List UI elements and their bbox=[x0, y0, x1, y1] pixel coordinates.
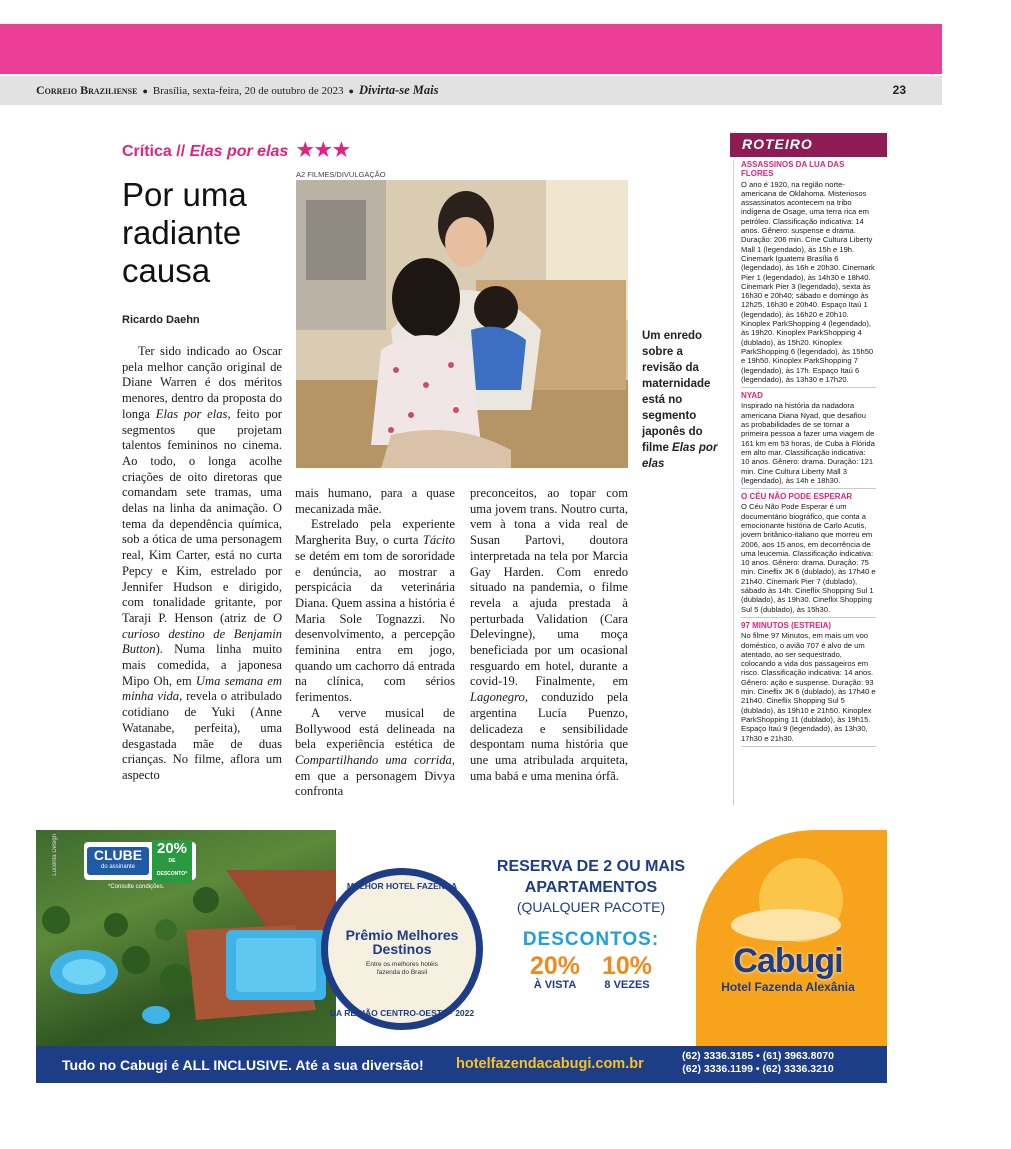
seal-bottom-text: DA REGIÃO CENTRO-OESTE · 2022 bbox=[329, 1008, 475, 1018]
discount-label: DE DESCONTO* bbox=[156, 857, 188, 877]
dateline: Brasília, sexta-feira, 20 de outubro de 2023 bbox=[152, 84, 344, 97]
listing-title: NYAD bbox=[741, 391, 763, 401]
text-run: , em que a personagem Divya confronta bbox=[295, 752, 455, 799]
caption-text: Um enredo sobre a revisão da maternidade está no segmento japonês do filme bbox=[642, 330, 711, 454]
advertisement[interactable] bbox=[36, 830, 887, 1083]
article-photo bbox=[296, 180, 628, 468]
newspaper-name: Correio Braziliense bbox=[36, 83, 138, 97]
text-run: se detém em tom de sororidade e denúncia, ao mostrar a perspicácia da veterinária Diana. Quem assina a história é Maria Sole Tognazzi. No desenvolvimento, a percepção feminina entra em jogo, quando um cachorro dá entrada na clínica, com sérios ferimentos. bbox=[295, 548, 455, 705]
photo-caption bbox=[642, 328, 724, 472]
byline: Ricardo Daehn bbox=[122, 314, 200, 326]
conditions-note: *Consulte condições. bbox=[108, 884, 165, 890]
agency-credit: Lucenta Design bbox=[52, 834, 58, 876]
film-title: O curioso destino de Benjamin Button bbox=[122, 610, 282, 657]
listing-text: No filme 97 Minutos, em mais um voo doméstico, o avião 707 é alvo de um atentado, ao ser sequestrado, colocando a vida dos passageiros em risco. Classificação indicativa: 14 anos. Gênero: ação e suspense. Duração: 93 min. Cineflix JK 6 (dublado), às 17h40 e 21h40. Cineflix Shopping Sul 5 (dublado), às 19h10 e 21h50. Kinoplex ParkShopping 11 (dublado), às 19h15. Espaço Itaú 9 (legendado), às 13h30, 17h30 e 21h30. bbox=[741, 631, 876, 743]
article-column-3 bbox=[470, 486, 628, 784]
ad-phone-numbers bbox=[682, 1050, 834, 1076]
ad-tagline: Tudo no Cabugi é ALL INCLUSIVE. Até a sua diversão! bbox=[62, 1056, 424, 1073]
discount-condition: 8 VEZES bbox=[604, 979, 650, 991]
offer-block bbox=[496, 856, 686, 991]
offer-title: RESERVA DE 2 OU MAIS APARTAMENTOS bbox=[496, 858, 686, 896]
discount-percent: 10% bbox=[602, 952, 653, 980]
text-run: , revela o atribulado cotidiano de Yuki (Anne Watanabe, perfeita), uma desgastada mãe de duas crianças. No filme, aflora um aspecto bbox=[122, 689, 282, 782]
listing-item bbox=[741, 621, 876, 747]
text-run: A verve musical de Bollywood está delineada na bela experiência estética de bbox=[295, 705, 455, 752]
section-name: Divirta-se Mais bbox=[358, 83, 439, 97]
roteiro-title: ROTEIRO bbox=[730, 133, 887, 157]
brand-name: Cabugi bbox=[733, 942, 843, 980]
separator-dot: ● bbox=[348, 85, 354, 96]
kicker-title: Elas por elas bbox=[189, 143, 289, 160]
article-column-2 bbox=[295, 486, 455, 800]
film-title: Compartilhando uma corrida bbox=[295, 752, 452, 767]
paragraph bbox=[470, 486, 628, 784]
clube-badge bbox=[84, 839, 196, 880]
brand-logo bbox=[708, 942, 868, 994]
text-run: , conduzido pela argentina Lucía Puenzo, delicadeza e sensibilidade despontam numa história que une uma atribulada arquiteta, uma babá e uma menina órfã. bbox=[470, 690, 628, 783]
brand-panel bbox=[696, 830, 887, 1046]
text-run: preconceitos, ao topar com uma jovem trans. Noutro curta, vem à tona a vida real de Susan Partovi, doutora interpretada na tela por Marcia Gay Harden. Com enredo situado na pandemia, o filme revela a ajuda prestada à perturbada Validation (Cara Delevingne), uma moça beneficiada por um ocasional resguardo em hotel, durante a covid-19. Finalmente, em bbox=[470, 486, 628, 689]
roteiro-listing bbox=[741, 160, 876, 750]
clube-text: CLUBE bbox=[93, 847, 143, 863]
photo-illustration bbox=[296, 180, 628, 468]
brand-subtitle: Hotel Fazenda Alexânia bbox=[721, 980, 855, 994]
listing-text: O Céu Não Pode Esperar é um documentário biográfico, que conta a emocionante história de Carlo Acutis, jovem britânico-italiano que morreu em 2006, aos 15 anos, em decorrência de uma leucemia. Classificação indicativa: 10 anos. Gênero: drama. Duração: 75 min. Cineflix JK 6 (dublado), às 17h40 e 21h40. Cinemark Pier 7 (dublado), sábado às 14h. Cineflix Shopping Sul 1 (dublado), às 19h30. Cineflix Shopping Sul 5 (dublado), às 15h30. bbox=[741, 502, 876, 614]
listing-title: ASSASSINOS DA LUA DAS FLORES bbox=[741, 160, 845, 179]
listing-text: O ano é 1920, na região norte-americana de Oklahoma. Misteriosos assassinatos acontecem na tribo indígena de Osage, uma terra rica em petróleo. Classificação indicativa: 14 anos. Gênero: suspense e drama. Duração: 206 min. Cine Cultura Liberty Mall 1 (legendado), às 15h e 19h. Cinemark Iguatemi Brasília 6 (legendado), às 16h e 20h30. Cinemark Pier 1 (legendado), às 14h30 e 18h40. Cinemark Pier 3 (legendado), sexta às 16h30 e 20h40; sábado e domingo às 12h25, 16h30 e 20h40. Espaço Itaú 1 (legendado), às 16h20 e 20h10. Kinoplex ParkShopping 4 (legendado), às 19h20. Kinoplex ParkShopping 4 (dublado), às 15h20. Kinoplex ParkShopping 6 (legendado), às 15h50 e 19h50. Kinoplex ParkShopping 7 (legendado), às 17h. Espaço Itaú 6 (legendado), às 13h30 e 17h20. bbox=[741, 179, 875, 384]
seal-top-text: MELHOR HOTEL FAZENDA bbox=[346, 881, 458, 891]
listing-item bbox=[741, 391, 876, 489]
discount-value: 20% bbox=[156, 839, 188, 857]
seal-text: Entre os melhores hotéis fazenda do Brasil bbox=[366, 960, 438, 976]
page-number: 23 bbox=[892, 83, 906, 97]
listing-title: 97 MINUTOS (ESTREIA) bbox=[741, 620, 832, 630]
ad-website-link[interactable]: hotelfazendacabugi.com.br bbox=[456, 1056, 644, 1072]
film-title: Uma semana em minha vida bbox=[122, 673, 282, 704]
separator-dot: ● bbox=[142, 85, 148, 96]
discount-badge bbox=[152, 840, 192, 883]
listing-item bbox=[741, 492, 876, 618]
discount-option bbox=[602, 954, 652, 991]
text-run: Estrelado pela experiente Margherita Buy, o curta bbox=[295, 517, 455, 548]
text-run: , feito por segmentos que projetam talentos femininos no cinema. Ao todo, o longa acolhe criações de oito diretoras que comandam sete tramas, uma delas na linha da animação. O tema da dependência química, sob a ótica de uma personagem real, Kim Carter, está no curta Pepcy e Kim, estrelado por Jennifer Hudson e dirigido, com tonalidade gritante, por Taraji P. Henson (atriz de bbox=[122, 406, 282, 625]
listing-text: Inspirado na história da nadadora americana Diana Nyad, que desafiou as probabilidades de se tornar a primeira pessoa a fazer uma viagem de 161 km em 53 horas, de Cuba à Flórida em alto mar. Classificação indicativa: 10 anos. Gênero: drama. Duração: 121 min. Cine Cultura Liberty Mall 3 (legendado), às 14h e 18h30. bbox=[741, 401, 875, 485]
discount-options bbox=[496, 954, 686, 991]
listing-title: O CÉU NÃO PODE ESPERAR bbox=[741, 492, 853, 502]
paragraph bbox=[295, 706, 455, 800]
page-header bbox=[0, 76, 942, 105]
discounts-heading: DESCONTOS: bbox=[522, 929, 660, 950]
caption-film-title: Elas por elas bbox=[642, 442, 718, 470]
kicker-label: Crítica // bbox=[122, 143, 186, 160]
seal-title: Prêmio Melhores Destinos bbox=[345, 926, 459, 957]
paragraph: mais humano, para a quase mecanizada mãe. bbox=[295, 486, 455, 516]
headline: Por uma radiante causa bbox=[122, 176, 247, 289]
film-title: Tácito bbox=[422, 533, 455, 548]
top-color-band bbox=[0, 24, 942, 74]
clube-logo bbox=[87, 847, 149, 875]
ad-footer-bar bbox=[36, 1046, 887, 1083]
discount-percent: 20% bbox=[529, 952, 580, 980]
listing-item bbox=[741, 160, 876, 388]
offer-subtitle: (QUALQUER PACOTE) bbox=[516, 899, 666, 915]
film-title: Elas por elas bbox=[155, 406, 228, 421]
phone-line: (62) 3336.1199 • (62) 3336.3210 bbox=[682, 1063, 834, 1075]
clube-subtext: do assinante bbox=[100, 864, 136, 870]
roteiro-rule bbox=[733, 160, 734, 805]
award-seal bbox=[321, 868, 483, 1030]
phone-line: (62) 3336.3185 • (61) 3963.8070 bbox=[682, 1050, 834, 1062]
discount-option bbox=[530, 954, 580, 991]
paragraph bbox=[122, 344, 282, 784]
sun-cloud-illustration bbox=[696, 830, 887, 1046]
rating-stars: ★★★ bbox=[296, 140, 351, 161]
article-column-1 bbox=[122, 344, 282, 784]
article-kicker bbox=[122, 139, 351, 162]
text-run: ). Numa linha muito mais comedida, a japonesa Mipo Oh, em bbox=[122, 642, 282, 688]
text-run: Ter sido indicado ao Oscar pela melhor canção original de Diane Warren é dos méritos menores, dentro da proposta do longa bbox=[122, 344, 282, 421]
film-title: Lagonegro bbox=[470, 690, 525, 705]
paragraph bbox=[295, 517, 455, 705]
discount-condition: À VISTA bbox=[533, 979, 577, 991]
photo-credit: A2 FILMES/DIVULGAÇÃO bbox=[296, 170, 386, 179]
